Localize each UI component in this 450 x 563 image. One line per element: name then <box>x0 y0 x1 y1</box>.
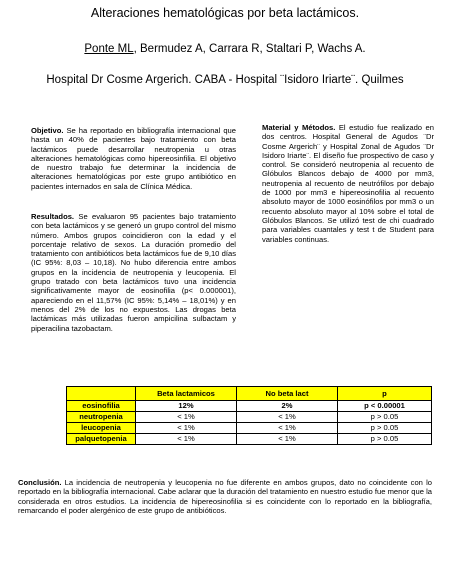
table-row <box>67 434 432 445</box>
table-row-label: eosinofilia <box>67 401 136 412</box>
conclusion-text: La incidencia de neutropenia y leucopenia no fue diferente en ambos grupos, dato no coincidente con lo reportado en la bibliografía internacional. Cabe aclarar que la duración del tratamiento en nuestro estudio fue menor que la considerada en otros estudios. La incidencia de hipereosinofilia si es coincidente con lo reportado en la bibliografía, remarcando el poder alergénico de este grupo de antibióticos. <box>18 478 432 515</box>
table-row <box>67 401 432 412</box>
conclusion-section <box>18 478 432 515</box>
first-author: Ponte ML <box>84 43 134 55</box>
table-cell: < 1% <box>237 412 338 423</box>
material-heading: Material y Métodos. <box>262 123 336 132</box>
resultados-section <box>31 212 236 333</box>
table-row <box>67 412 432 423</box>
affiliation: Hospital Dr Cosme Argerich. CABA - Hospital ¨Isidoro Iriarte¨. Quilmes <box>46 74 404 86</box>
material-text: El estudio fue realizado en dos centros. Hospital General de Agudos ¨Dr Cosme Argerich¨ y Hospital Zonal de Agudos ¨Dr Isidoro Iriarte¨. El diseño fue prospectivo de caso y control. Se consideró neutropenia al recuento de Glóbulos Blancos debajo de 4000 por mm3, neutropenia al recuento de neutrófilos por debajo de 1000 por mm3 e hipereosinofilia al recuento absoluto mayor de 1000 eosinófilos por mm3 o un recuento absoluto mayor al 10% sobre el total de Glóbulos Blancos. Se utilizó test de chi cuadrado para variables cuantales y test t de Student para variables continuas. <box>262 123 435 244</box>
objetivo-section <box>31 126 236 191</box>
table-cell: p < 0.00001 <box>338 401 432 412</box>
table-row-label: leucopenia <box>67 423 136 434</box>
table-cell: 2% <box>237 401 338 412</box>
table-cell: < 1% <box>136 434 237 445</box>
table-cell: < 1% <box>136 423 237 434</box>
resultados-text: Se evaluaron 95 pacientes bajo tratamiento con beta lactámicos y se generó un grupo control del mismo número. Ambos grupos coincidieron con la edad y el porcentaje relativo de sexos. La duración promedio del tratamiento con antibióticos beta lactámicos fue de 9,10 días (IC 95%: 8,03 – 10,18). No hubo diferencia entre ambos grupos en la incidencia de neutropenia y leucopenia. El grupo tratado con beta lactámicos tuvo una incidencia significativamente mayor de eosinofilia (p< 0.000001), apareciendo en el 11,57% (IC 95%: 5,14% – 18,01%) y en menos del 2% de los no expuestos. Las drogas beta lactámicas más utilizadas fueron ampicilina sulbactam y piperacilina tazobactam. <box>31 212 236 333</box>
table-cell: < 1% <box>237 434 338 445</box>
objetivo-text: Se ha reportado en bibliografía internacional que hasta un 40% de pacientes bajo tratamiento con beta lactámicos puede desarrollar neutropenia u otras alteraciones hematológicas como hipereosinfilia. El objetivo de nuestro trabajo fue determinar la incidencia de alteraciones hematológicas por este grupo antibiótico en pacientes internados en sala de Clínica Médica. <box>31 126 236 191</box>
table-cell: < 1% <box>237 423 338 434</box>
table-cell: 12% <box>136 401 237 412</box>
poster-title: Alteraciones hematológicas por beta lactámicos. <box>90 6 360 20</box>
table-row-label: neutropenia <box>67 412 136 423</box>
table-cell: p > 0.05 <box>338 423 432 434</box>
other-authors: , Bermudez A, Carrara R, Staltari P, Wachs A. <box>133 43 366 55</box>
objetivo-heading: Objetivo. <box>31 126 64 135</box>
table-cell: p > 0.05 <box>338 434 432 445</box>
table-header-cell: No beta lact <box>237 387 338 401</box>
table-header-cell <box>67 387 136 401</box>
table-row-label: palquetopenia <box>67 434 136 445</box>
results-table <box>66 386 432 445</box>
table-cell: < 1% <box>136 412 237 423</box>
resultados-heading: Resultados. <box>31 212 75 221</box>
table-row <box>67 423 432 434</box>
table-header-row <box>67 387 432 401</box>
material-section <box>262 123 434 244</box>
table-header-cell: p <box>338 387 432 401</box>
table-cell: p > 0.05 <box>338 412 432 423</box>
conclusion-heading: Conclusión. <box>18 478 62 487</box>
authors-line <box>0 42 450 56</box>
table-header-cell: Beta lactamicos <box>136 387 237 401</box>
